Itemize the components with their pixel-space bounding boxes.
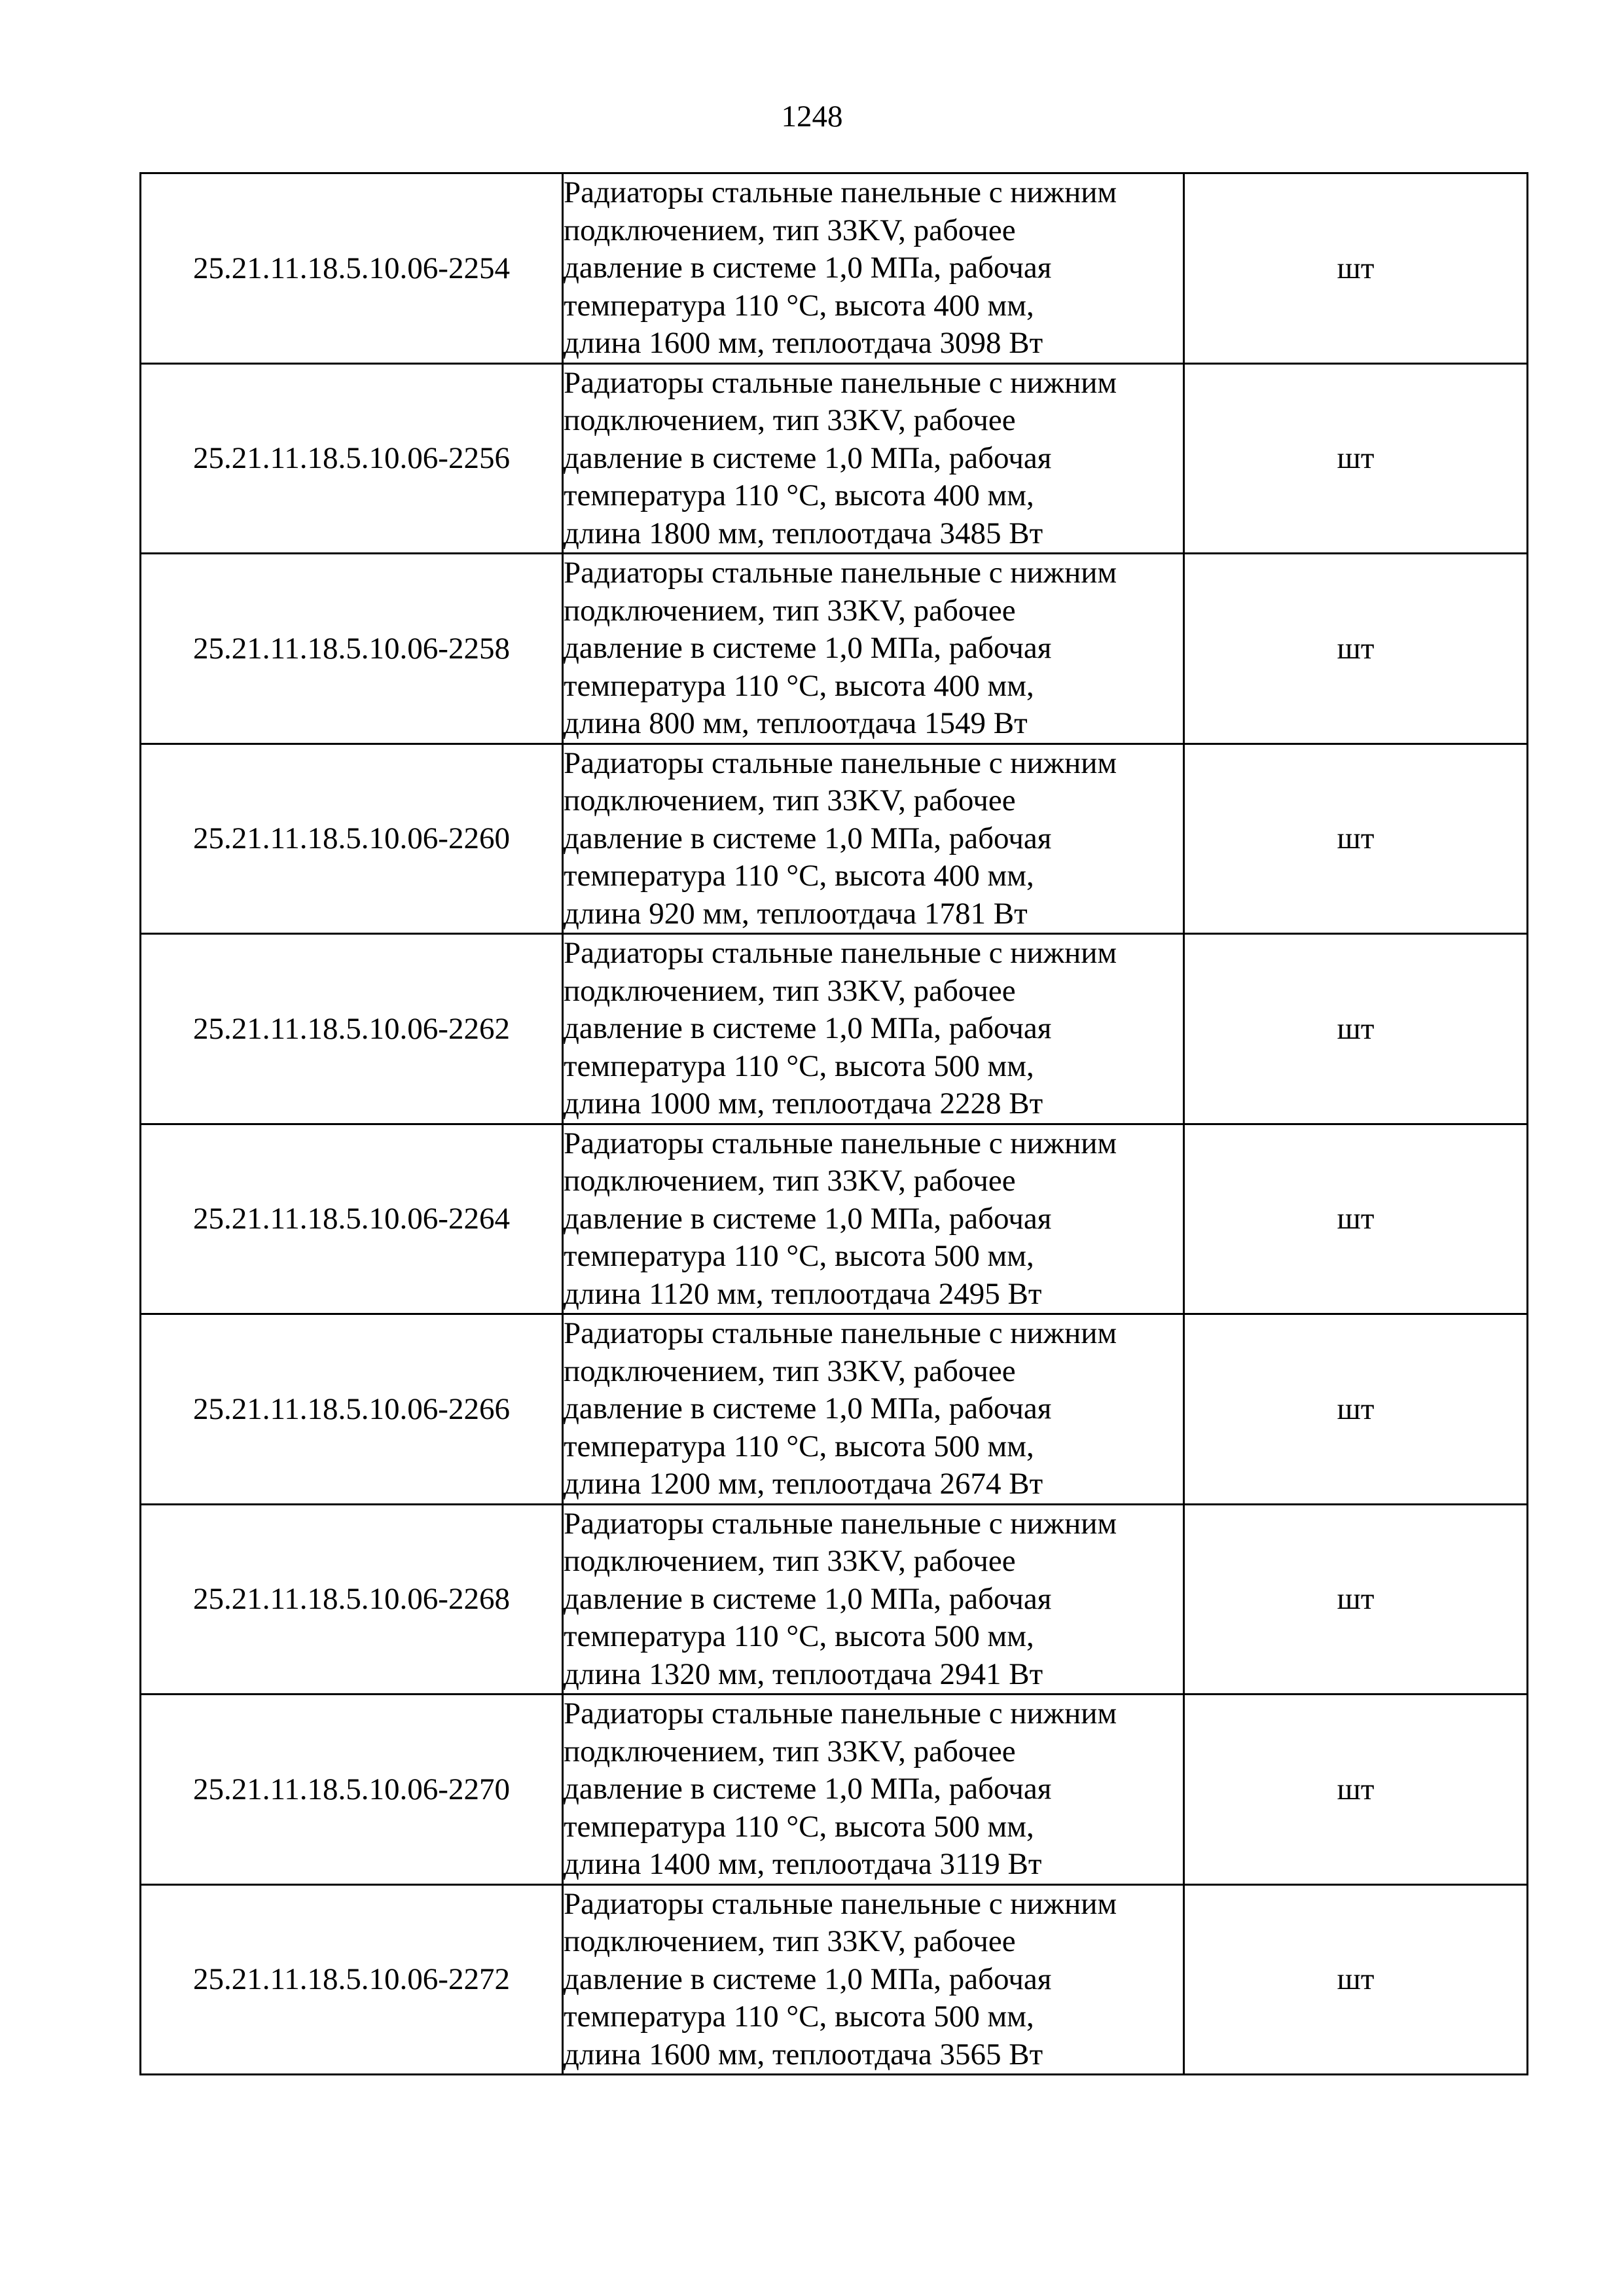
description-line: давление в системе 1,0 МПа, рабочая	[564, 1011, 1052, 1045]
item-code: 25.21.11.18.5.10.06-2258	[141, 554, 563, 744]
table-row	[141, 1314, 1528, 1505]
description-line: температура 110 °С, высота 400 мм,	[564, 859, 1034, 893]
description-line: подключением, тип 33KV, рабочее	[564, 1164, 1016, 1198]
item-description	[563, 173, 1184, 364]
item-description	[563, 1504, 1184, 1695]
description-line: длина 1600 мм, теплоотдача 3098 Вт	[564, 326, 1043, 360]
description-line: температура 110 °С, высота 500 мм,	[564, 2000, 1034, 2034]
item-code: 25.21.11.18.5.10.06-2272	[141, 1884, 563, 2075]
item-unit: шт	[1184, 934, 1528, 1124]
description-line: давление в системе 1,0 МПа, рабочая	[564, 440, 1052, 475]
item-unit: шт	[1184, 1884, 1528, 2075]
item-description	[563, 934, 1184, 1124]
description-line: длина 800 мм, теплоотдача 1549 Вт	[564, 706, 1028, 740]
table-row	[141, 1695, 1528, 1885]
item-code: 25.21.11.18.5.10.06-2260	[141, 744, 563, 934]
table-row	[141, 1884, 1528, 2075]
item-unit: шт	[1184, 173, 1528, 364]
item-description	[563, 1884, 1184, 2075]
description-line: давление в системе 1,0 МПа, рабочая	[564, 631, 1052, 665]
item-description	[563, 1695, 1184, 1885]
item-description	[563, 363, 1184, 554]
description-line: давление в системе 1,0 МПа, рабочая	[564, 1391, 1052, 1426]
table-row	[141, 1124, 1528, 1314]
table-row	[141, 554, 1528, 744]
spec-table-body	[141, 173, 1528, 2075]
item-description	[563, 1314, 1184, 1505]
description-line: подключением, тип 33KV, рабочее	[564, 1924, 1016, 1958]
item-code: 25.21.11.18.5.10.06-2256	[141, 363, 563, 554]
description-line: Радиаторы стальные панельные с нижним	[564, 556, 1117, 590]
table-row	[141, 1504, 1528, 1695]
item-code: 25.21.11.18.5.10.06-2268	[141, 1504, 563, 1695]
item-unit: шт	[1184, 1124, 1528, 1314]
description-line: длина 1800 мм, теплоотдача 3485 Вт	[564, 516, 1043, 550]
description-line: давление в системе 1,0 МПа, рабочая	[564, 821, 1052, 855]
item-code: 25.21.11.18.5.10.06-2266	[141, 1314, 563, 1505]
description-line: температура 110 °С, высота 500 мм,	[564, 1809, 1034, 1844]
description-line: температура 110 °С, высота 500 мм,	[564, 1049, 1034, 1083]
description-line: Радиаторы стальные панельные с нижним	[564, 936, 1117, 970]
description-line: длина 1120 мм, теплоотдача 2495 Вт	[564, 1276, 1042, 1311]
description-line: Радиаторы стальные панельные с нижним	[564, 1886, 1117, 1921]
description-line: давление в системе 1,0 МПа, рабочая	[564, 1772, 1052, 1806]
item-description	[563, 554, 1184, 744]
description-line: подключением, тип 33KV, рабочее	[564, 783, 1016, 817]
table-row	[141, 363, 1528, 554]
description-line: длина 1000 мм, теплоотдача 2228 Вт	[564, 1086, 1043, 1121]
table-row	[141, 934, 1528, 1124]
table-row	[141, 744, 1528, 934]
item-code: 25.21.11.18.5.10.06-2264	[141, 1124, 563, 1314]
description-line: температура 110 °С, высота 400 мм,	[564, 668, 1034, 703]
description-line: длина 1200 мм, теплоотдача 2674 Вт	[564, 1467, 1043, 1501]
description-line: Радиаторы стальные панельные с нижним	[564, 175, 1117, 209]
description-line: давление в системе 1,0 МПа, рабочая	[564, 1581, 1052, 1616]
description-line: подключением, тип 33KV, рабочее	[564, 1734, 1016, 1768]
description-line: Радиаторы стальные панельные с нижним	[564, 1506, 1117, 1541]
item-unit: шт	[1184, 363, 1528, 554]
description-line: длина 1400 мм, теплоотдача 3119 Вт	[564, 1847, 1042, 1881]
description-line: длина 1600 мм, теплоотдача 3565 Вт	[564, 2037, 1043, 2072]
description-line: давление в системе 1,0 МПа, рабочая	[564, 251, 1052, 285]
description-line: подключением, тип 33KV, рабочее	[564, 593, 1016, 628]
description-line: Радиаторы стальные панельные с нижним	[564, 1126, 1117, 1160]
item-unit: шт	[1184, 1314, 1528, 1505]
item-code: 25.21.11.18.5.10.06-2270	[141, 1695, 563, 1885]
item-description	[563, 744, 1184, 934]
description-line: температура 110 °С, высота 500 мм,	[564, 1429, 1034, 1463]
item-unit: шт	[1184, 744, 1528, 934]
description-line: Радиаторы стальные панельные с нижним	[564, 365, 1117, 400]
description-line: Радиаторы стальные панельные с нижним	[564, 1316, 1117, 1350]
item-unit: шт	[1184, 1504, 1528, 1695]
description-line: подключением, тип 33KV, рабочее	[564, 403, 1016, 437]
item-code: 25.21.11.18.5.10.06-2262	[141, 934, 563, 1124]
description-line: длина 920 мм, теплоотдача 1781 Вт	[564, 896, 1028, 931]
description-line: подключением, тип 33KV, рабочее	[564, 1354, 1016, 1388]
item-unit: шт	[1184, 554, 1528, 744]
description-line: подключением, тип 33KV, рабочее	[564, 213, 1016, 247]
description-line: давление в системе 1,0 МПа, рабочая	[564, 1201, 1052, 1236]
item-code: 25.21.11.18.5.10.06-2254	[141, 173, 563, 364]
description-line: длина 1320 мм, теплоотдача 2941 Вт	[564, 1657, 1043, 1691]
description-line: подключением, тип 33KV, рабочее	[564, 1544, 1016, 1578]
item-unit: шт	[1184, 1695, 1528, 1885]
page-number: 1248	[781, 99, 843, 134]
description-line: температура 110 °С, высота 500 мм,	[564, 1619, 1034, 1653]
description-line: температура 110 °С, высота 500 мм,	[564, 1239, 1034, 1273]
item-description	[563, 1124, 1184, 1314]
table-row	[141, 173, 1528, 364]
description-line: температура 110 °С, высота 400 мм,	[564, 288, 1034, 323]
description-line: Радиаторы стальные панельные с нижним	[564, 745, 1117, 780]
spec-table	[139, 172, 1528, 2075]
description-line: Радиаторы стальные панельные с нижним	[564, 1696, 1117, 1731]
description-line: температура 110 °С, высота 400 мм,	[564, 478, 1034, 512]
description-line: давление в системе 1,0 МПа, рабочая	[564, 1962, 1052, 1996]
description-line: подключением, тип 33KV, рабочее	[564, 973, 1016, 1008]
